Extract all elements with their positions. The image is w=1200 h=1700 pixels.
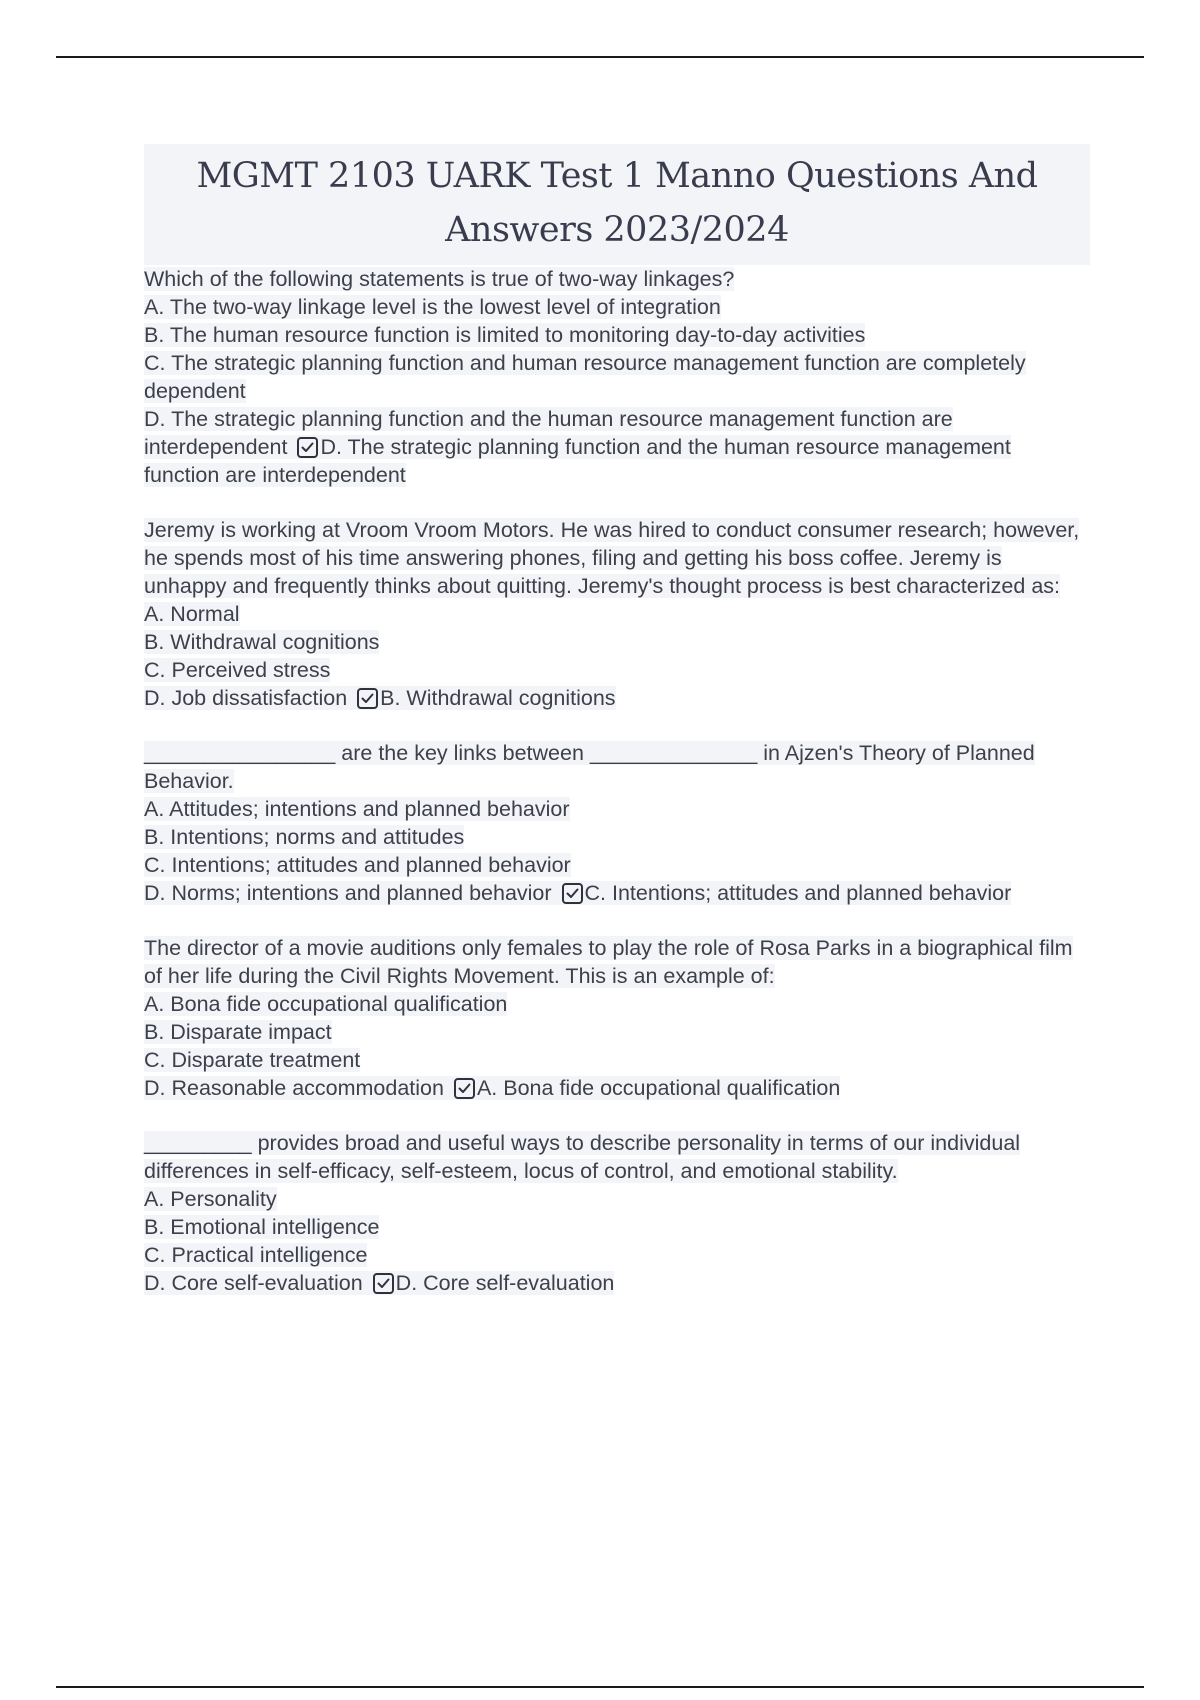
option-label: C. Disparate treatment [144,1048,361,1072]
answer-option [144,879,1090,907]
option-label: D. Core self-evaluation [144,1271,363,1295]
question-prompt [144,934,1090,990]
answer-option-text [144,630,379,654]
answer-option-text [144,602,240,626]
top-rule [56,56,1144,58]
answer-option-text [144,992,507,1016]
correct-answer: A. Bona fide occupational qualification [476,1076,841,1100]
answer-option [144,628,1090,656]
title-block [144,144,1090,265]
question-prompt-text: _________ provides broad and useful ways to describe personality in terms of our individual differences in self-efficacy, self-esteem, locus of control, and emotional stability. [144,1131,1021,1183]
answer-option-text [144,1076,840,1100]
question-prompt [144,516,1090,600]
question-prompt [144,265,1090,293]
checkbox-check-icon [357,688,378,709]
answer-option [144,656,1090,684]
answer-option [144,1185,1090,1213]
option-label: B. The human resource function is limited to monitoring day-to-day activities [144,323,866,347]
question-block [144,516,1090,712]
answer-option-text [144,407,1011,487]
question-block [144,739,1090,907]
option-label: B. Emotional intelligence [144,1215,380,1239]
answer-option-text [144,853,571,877]
answer-option [144,1213,1090,1241]
question-prompt [144,739,1090,795]
option-label: B. Disparate impact [144,1020,332,1044]
option-label: D. The strategic planning function and the human resource management function are interdependent [144,407,953,459]
answer-option-text [144,1187,277,1211]
answer-option [144,851,1090,879]
question-list [144,265,1090,1297]
correct-answer: D. The strategic planning function and the human resource management function are interdependent [144,435,1011,487]
answer-option-text [144,1048,360,1072]
document-title: MGMT 2103 UARK Test 1 Manno Questions And Answers 2023/2024 [196,156,1038,250]
checkbox-check-icon [454,1078,475,1099]
answer-option [144,1241,1090,1269]
option-label: B. Withdrawal cognitions [144,630,380,654]
question-prompt-text: Jeremy is working at Vroom Vroom Motors. He was hired to conduct consumer research; however, he spends most of his time answering phones, filing and getting his boss coffee. Jeremy is unhappy and frequently thinks about quitting. Jeremy's thought process is best characterized as: [144,518,1080,598]
answer-option-text [144,1271,614,1295]
checkbox-check-icon [297,437,318,458]
answer-option [144,795,1090,823]
answer-option [144,1018,1090,1046]
option-label: C. Perceived stress [144,658,331,682]
answer-option-text [144,1215,379,1239]
option-label: C. Intentions; attitudes and planned behavior [144,853,571,877]
answer-option [144,823,1090,851]
answer-option-text [144,658,330,682]
answer-option [144,293,1090,321]
answer-option [144,405,1090,489]
checkbox-check-icon [562,883,583,904]
answer-option [144,349,1090,405]
question-block [144,934,1090,1102]
option-label: C. Practical intelligence [144,1243,368,1267]
answer-option [144,1046,1090,1074]
answer-option-text [144,825,464,849]
question-block [144,265,1090,489]
answer-option-text [144,351,1026,403]
answer-option-text [144,323,865,347]
option-label: A. Normal [144,602,240,626]
bottom-rule [56,1686,1144,1688]
option-label: A. Personality [144,1187,277,1211]
answer-option [144,1269,1090,1297]
option-label: D. Norms; intentions and planned behavior [144,881,552,905]
option-label: A. The two-way linkage level is the lowest level of integration [144,295,721,319]
question-prompt [144,1129,1090,1185]
option-label: A. Bona fide occupational qualification [144,992,508,1016]
answer-option-text [144,295,721,319]
option-label: D. Job dissatisfaction [144,686,348,710]
checkbox-check-icon [373,1273,394,1294]
question-prompt-text: The director of a movie auditions only females to play the role of Rosa Parks in a biographical film of her life during the Civil Rights Movement. This is an example of: [144,936,1073,988]
option-label: A. Attitudes; intentions and planned behavior [144,797,570,821]
question-block [144,1129,1090,1297]
option-label: D. Reasonable accommodation [144,1076,444,1100]
answer-option-text [144,881,1011,905]
answer-option-text [144,686,616,710]
correct-answer: D. Core self-evaluation [395,1271,615,1295]
option-label: B. Intentions; norms and attitudes [144,825,465,849]
option-label: C. The strategic planning function and human resource management function are completely dependent [144,351,1026,403]
answer-option [144,321,1090,349]
document-body [144,144,1090,1324]
answer-option-text [144,1020,332,1044]
answer-option-text [144,797,570,821]
question-prompt-text: ________________ are the key links between ______________ in Ajzen's Theory of Planned Behavior. [144,741,1035,793]
correct-answer: C. Intentions; attitudes and planned behavior [584,881,1012,905]
answer-option [144,1074,1090,1102]
correct-answer: B. Withdrawal cognitions [380,686,616,710]
answer-option [144,684,1090,712]
answer-option [144,990,1090,1018]
answer-option [144,600,1090,628]
answer-option-text [144,1243,367,1267]
question-prompt-text: Which of the following statements is true of two-way linkages? [144,267,735,291]
